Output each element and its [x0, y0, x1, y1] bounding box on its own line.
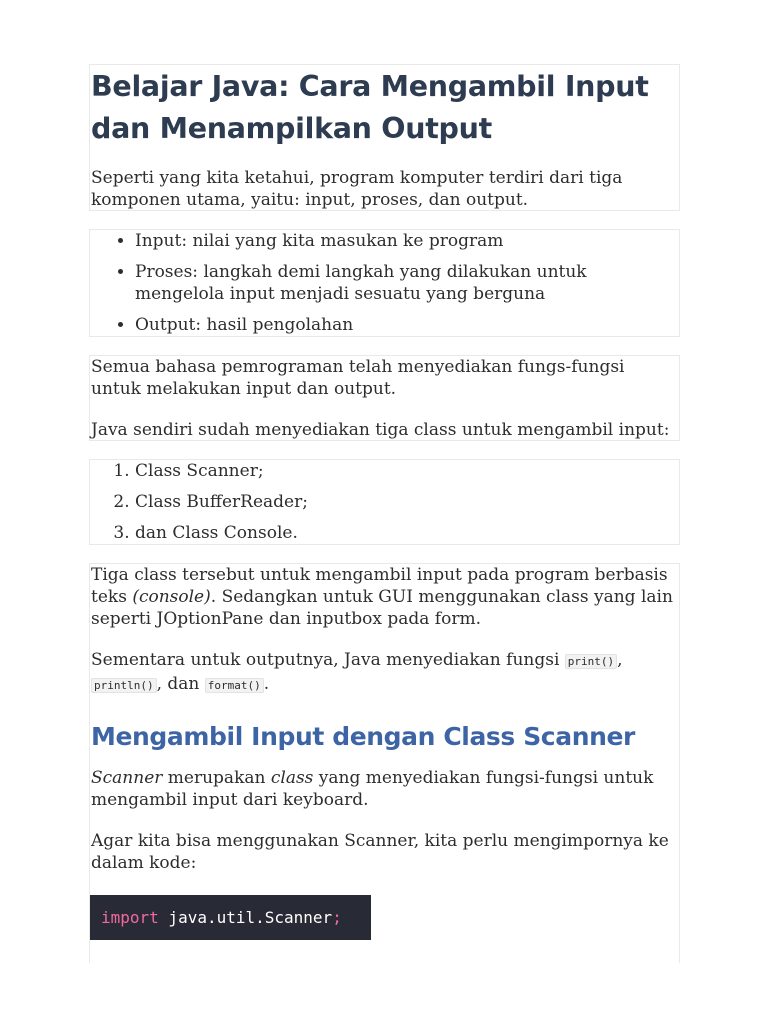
list-item: 3. dan Class Console. — [135, 522, 679, 544]
components-list — [90, 230, 679, 336]
list-item: 1. Class Scanner; — [135, 460, 679, 482]
list-item: • Proses: langkah demi langkah yang dilakukan untuk mengelola input menjadi sesuatu yang berguna — [135, 261, 679, 305]
code-semicolon: ; — [332, 908, 342, 927]
paragraph-semua: Semua bahasa pemrograman telah menyediakan fungs-fungsi untuk melakukan input dan output. — [91, 357, 625, 399]
section-heading-scanner: Mengambil Input dengan Class Scanner — [91, 722, 635, 751]
intro-paragraph: Seperti yang kita ketahui, program komputer terdiri dari tiga komponen utama, yaitu: input, proses, dan output. — [91, 168, 623, 210]
inline-code-println: println() — [91, 678, 157, 693]
article-body-block — [89, 563, 680, 963]
list-item: • Output: hasil pengolahan — [135, 314, 679, 336]
list-item: • Input: nilai yang kita masukan ke program — [135, 230, 679, 252]
scanner-term: Scanner — [91, 768, 163, 788]
io-paragraphs-block — [89, 355, 680, 441]
code-block-import — [90, 895, 371, 940]
components-list-block — [89, 229, 680, 337]
title-block — [89, 64, 680, 211]
paragraph-java-classes: Java sendiri sudah menyediakan tiga class untuk mengambil input: — [91, 420, 670, 440]
paragraph-import: Agar kita bisa menggunakan Scanner, kita perlu mengimpornya ke dalam kode: — [91, 831, 669, 873]
paragraph-tiga-class: Tiga class tersebut untuk mengambil input pada program berbasis teks (console). Sedangkan untuk GUI menggunakan class yang lain seperti JOptionPane dan inputbox pada form. — [91, 565, 673, 629]
paragraph-scanner: Scanner merupakan class yang menyediakan fungsi-fungsi untuk mengambil input dari keyboard. — [91, 768, 654, 810]
input-classes-block — [89, 459, 680, 545]
code-body: java.util.Scanner — [158, 908, 333, 927]
list-item: 2. Class BufferReader; — [135, 491, 679, 513]
class-term: class — [270, 768, 314, 788]
paragraph-output-functions: Sementara untuk outputnya, Java menyediakan fungsi print() , println() , dan format() . — [91, 650, 623, 694]
page-title: Belajar Java: Cara Mengambil Input dan Menampilkan Output — [91, 70, 649, 145]
code-keyword: import — [101, 908, 159, 927]
console-term: (console) — [132, 587, 211, 607]
inline-code-print: print() — [565, 654, 617, 669]
input-classes-list — [90, 460, 679, 544]
inline-code-format: format() — [205, 678, 264, 693]
